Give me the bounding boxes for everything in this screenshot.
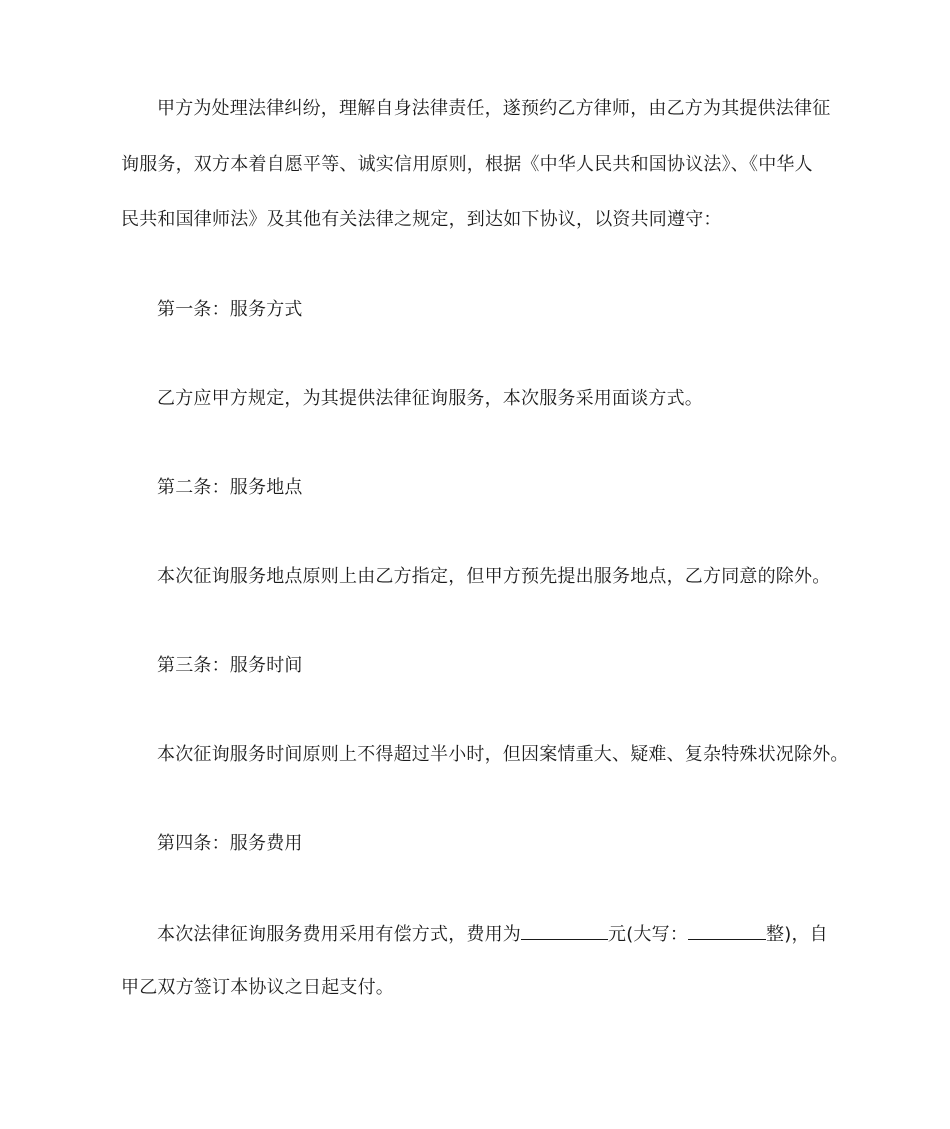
article-4-body-part-3: 整)，自 [766, 924, 828, 945]
article-4-body-line-1 [157, 921, 828, 947]
article-4-body-line-2: 甲乙双方签订本协议之日起支付。 [121, 977, 394, 998]
article-3-body: 本次征询服务时间原则上不得超过半小时，但因案情重大、疑难、复杂特殊状况除外。 [157, 744, 849, 765]
article-1-heading: 第一条：服务方式 [157, 299, 303, 320]
preamble-line-1: 甲方为处理法律纠纷，理解自身法律责任，遂预约乙方律师，由乙方为其提供法律征 [157, 98, 831, 119]
preamble-line-2: 询服务，双方本着自愿平等、诚实信用原则，根据《中华人民共和国协议法》、《中华人 [121, 154, 813, 175]
preamble-line-3: 民共和国律师法》及其他有关法律之规定，到达如下协议，以资共同遵守： [121, 209, 722, 230]
fee-uppercase-blank[interactable] [688, 921, 766, 940]
article-2-heading: 第二条：服务地点 [157, 477, 303, 498]
article-3-heading: 第三条：服务时间 [157, 655, 303, 676]
article-4-body-part-2: 元(大写： [608, 924, 689, 945]
article-4-heading: 第四条：服务费用 [157, 833, 303, 854]
article-4-body-part-1: 本次法律征询服务费用采用有偿方式，费用为 [157, 924, 521, 945]
fee-amount-blank[interactable] [521, 921, 608, 940]
article-2-body: 本次征询服务地点原则上由乙方指定，但甲方预先提出服务地点，乙方同意的除外。 [157, 566, 831, 587]
article-1-body: 乙方应甲方规定，为其提供法律征询服务，本次服务采用面谈方式。 [157, 388, 703, 409]
